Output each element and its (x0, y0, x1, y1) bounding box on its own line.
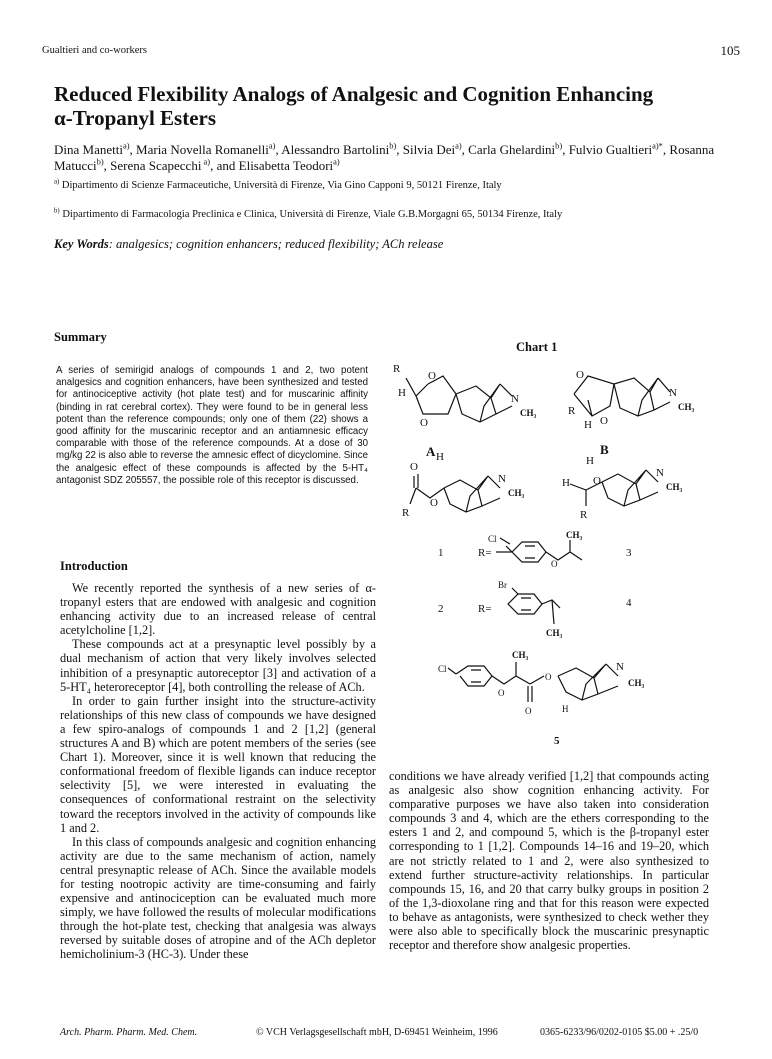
author-separator: , (275, 142, 282, 157)
author-affiliation-mark: b) (96, 156, 104, 167)
ether-general-structure (562, 455, 683, 521)
author-affiliation-mark: a) (122, 140, 130, 151)
o-label-1: O (551, 559, 558, 569)
h-label-5: H (562, 704, 569, 714)
affiliation-b (54, 209, 562, 220)
author-name: Rosanna Matucci (54, 142, 715, 173)
a-n-label: N (511, 393, 519, 405)
ether-r-label: R (580, 509, 588, 521)
author-affiliation-mark: a) (333, 156, 340, 167)
footer-publisher: © VCH Verlagsgesellschaft mbH, D-69451 Weinheim, 1996 (256, 1027, 498, 1038)
author-separator: , (461, 142, 469, 157)
affiliation-text: Dipartimento di Farmacologia Preclinica e Clinica, Università di Firenze, Viale G.B.Morgagni 65, 50134 Firenze, Italy (62, 209, 563, 220)
ch3-label-2: CH₃ (546, 628, 563, 638)
ester-o-label: O (410, 461, 418, 473)
introduction-heading: Introduction (60, 559, 128, 573)
author-separator: , (396, 142, 403, 157)
label-a: A (426, 444, 436, 459)
r-equals-2: R= (478, 603, 492, 615)
author-affiliation-mark: a) (455, 140, 462, 151)
title-line-1: Reduced Flexibility Analogs of Analgesic and Cognition Enhancing (54, 82, 654, 106)
a-ch3-label: CH₃ (520, 408, 537, 418)
structure-a (393, 363, 537, 459)
author-name: Silvia Dei (402, 142, 456, 157)
summary-text: A series of semirigid analogs of compounds 1 and 2, two potent analgesics and cognition enhancers, have been synthesized and tested for antinociceptive activity (hot plate test) and for muscarinic affinity (binding in rat cerebral cortex). They were found to be in general less potent than the reference compounds; only one of them (22) shows a good affinity for the muscarinic receptor and an antiamnesic efficacy comparable with those of the reference compounds. At a dose of 30 mg/kg 22 is also able to reverse the amnesic effect of dicyclomine. Since the analgesic effect of these compounds is affected by the 5-HT₄ antagonist SDZ 205557, the possible role of this receptor is discussed. (56, 365, 368, 486)
introduction-column (60, 581, 376, 962)
ether-h-label-2: H (562, 477, 570, 489)
r-group-2-4 (438, 580, 632, 638)
b-ch3-label: CH₃ (678, 402, 695, 412)
intro-paragraph-1: We recently reported the synthesis of a new series of α-tropanyl esters that are endowed with analgesic and cognition enhancing activity due to an increased release of central acetylcholine [1,2]. (60, 581, 376, 638)
ether-h-label: H (586, 455, 594, 467)
o-label-5c: O (525, 706, 532, 716)
ester-h-label: H (436, 451, 444, 463)
cl-label-1: Cl (488, 534, 497, 544)
footer-code: 0365-6233/96/0202-0105 $5.00 + .25/0 (540, 1027, 699, 1038)
compound-5-number: 5 (554, 735, 560, 747)
ester-n-label: N (498, 473, 506, 485)
cl-label-5: Cl (438, 664, 447, 674)
br-label: Br (498, 580, 507, 590)
b-o-label: O (576, 369, 584, 381)
ester-r-label: R (402, 507, 410, 519)
keywords-text: : analgesics; cognition enhancers; reduced flexibility; ACh release (108, 237, 444, 251)
author-separator: , (129, 142, 137, 157)
right-column (389, 769, 709, 952)
article-title (54, 82, 734, 130)
ester-general-structure (402, 451, 525, 519)
ch3-label-1: CH₃ (566, 530, 583, 540)
author-separator: , (662, 142, 670, 157)
ether-ch3-label: CH₃ (666, 482, 683, 492)
ester-ch3-label: CH₃ (508, 488, 525, 498)
r-group-1-3 (438, 530, 632, 569)
ether-n-label: N (656, 467, 664, 479)
author-affiliation-mark: b) (389, 140, 397, 151)
structure-b (568, 369, 695, 457)
a-r-label: R (393, 363, 401, 375)
b-n-label: N (669, 387, 677, 399)
compound-4-number: 4 (626, 597, 632, 609)
intro-paragraph-3: In order to gain further insight into the structure-activity relationships of this new class of compounds we have designed a few spiro-analogs of compounds 1 and 2 [1,2] (general structures A and B) which are potent members of the series (see Chart 1). Moreover, since it is well known that reducing the conformational freedom of flexible ligands can induce receptor selectivity [5], we were interested in evaluating the consequences of conformational restraint on the selectivity toward the receptors involved in the activity of compounds like 1 and 2. (60, 693, 376, 835)
label-b: B (600, 442, 609, 457)
author-name: Fulvio Gualtieri (568, 142, 653, 157)
author-name: Alessandro Bartolini (281, 142, 390, 157)
title-line-2: α-Tropanyl Esters (54, 106, 217, 130)
ch3-label-5: CH₃ (512, 650, 529, 660)
right-paragraph-1: conditions we have already verified [1,2] that compounds acting as analgesic also show cognition enhancing activity. For comparative purposes we have also taken into consideration compounds 3 and 4, which are the ethers corresponding to the esters 1 and 2, and compound 5, which is the β-tropanyl ester corresponding to 1 [1,2]. Compounds 14–16 and 19–20, which are not strictly related to 1 and 2, were also synthesized to extend further structure-activity relationships. In particular compounds 15, 16, and 20 that carry bulky groups in position 2 of the 1,3-dioxolane ring and that for this reason were expected to behave as antagonists, were synthesized to check wether they were also able to specifically block the muscarinic presynaptic receptor and therefore show analgesic properties. (389, 769, 709, 953)
b-r-label: R (568, 405, 576, 417)
chemical-structures-chart (388, 356, 733, 766)
a-h-label: H (398, 387, 406, 399)
b-h-label: H (584, 419, 592, 431)
ester-o-label-2: O (430, 497, 438, 509)
author-name: Dina Manetti (54, 142, 123, 157)
compound-1-number: 1 (438, 547, 444, 559)
keywords (54, 237, 754, 252)
ch3-label-5b: CH₃ (628, 678, 645, 688)
affiliation-a (54, 180, 502, 191)
affiliation-mark: a) (54, 178, 60, 186)
footer-journal: Arch. Pharm. Pharm. Med. Chem. (60, 1027, 198, 1038)
author-affiliation-mark: a) (268, 140, 276, 151)
ether-o-label: O (593, 475, 601, 487)
a-o-label-2: O (420, 417, 428, 429)
b-o-label-2: O (600, 415, 608, 427)
author-name: Carla Ghelardini (468, 142, 556, 157)
affiliation-mark: b) (54, 207, 60, 215)
author-name: Maria Novella Romanelli (136, 142, 269, 157)
intro-paragraph-4: In this class of compounds analgesic and cognition enhancing activity are due to the same mechanism of action, namely central presynaptic release of ACh. Since the available models for testing nootropic activity are time-consuming and fairly expensive and antinociception can be evaluated much more simply, we have followed the results of molecular modifications through the hot-plate test, checking that analgesia was always reversed by suitable doses of atropine and of the ACh depletor hemicholinium-3 (HC-3). Under these (60, 834, 376, 962)
author-separator: , (562, 142, 569, 157)
author-separator: , (103, 158, 111, 173)
intro-paragraph-2: These compounds act at a presynaptic level possibly by a dual mechanism of action that very likely involves selected inhibition of a presynaptic autoreceptor [3] and activation of a 5-HT₄ heteroreceptor [4], both controlling the release of ACh. (60, 637, 376, 694)
a-o-label: O (428, 370, 436, 382)
author-affiliation-mark: a) (201, 156, 211, 167)
author-name: Elisabetta Teodori (238, 158, 334, 173)
n-label-5: N (616, 661, 624, 673)
r-equals-1: R= (478, 547, 492, 559)
summary-heading: Summary (54, 330, 107, 344)
compound-5-structure (438, 650, 645, 747)
page-number: 105 (720, 43, 740, 58)
author-affiliation-mark: a)* (652, 140, 663, 151)
author-separator: , and (210, 158, 239, 173)
compound-3-number: 3 (626, 547, 632, 559)
compound-2-number: 2 (438, 603, 444, 615)
running-head: Gualtieri and co-workers (42, 45, 147, 56)
author-affiliation-mark: b) (555, 140, 563, 151)
author-name: Serena Scapecchi (110, 158, 202, 173)
chart-title: Chart 1 (516, 340, 558, 354)
affiliation-text: Dipartimento di Scienze Farmaceutiche, Università di Firenze, Via Gino Capponi 9, 50121 Firenze, Italy (61, 180, 502, 191)
o-label-5b: O (545, 672, 552, 682)
author-list (54, 142, 744, 174)
o-label-5: O (498, 688, 505, 698)
keywords-label: Key Words (54, 237, 109, 251)
